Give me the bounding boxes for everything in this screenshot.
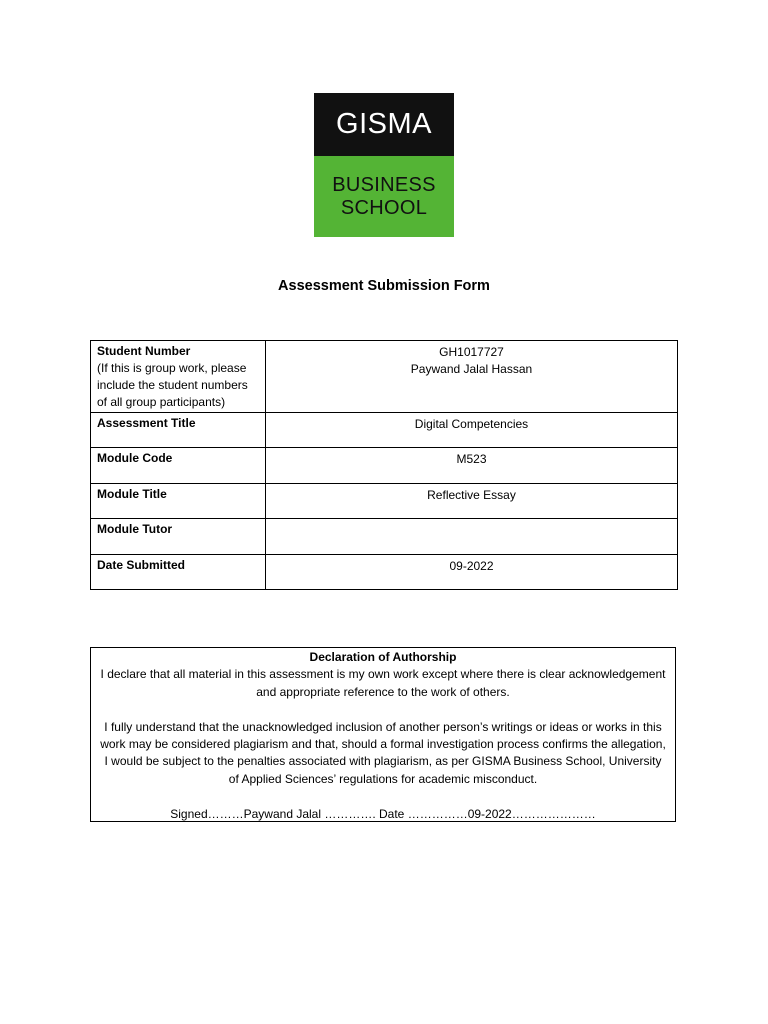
- declaration-box: [90, 647, 676, 822]
- module-tutor-value: [266, 519, 678, 555]
- date-submitted-label: Date Submitted: [91, 555, 266, 590]
- declaration-paragraph-2: I fully understand that the unacknowledged inclusion of another person’s writings or ideas or works in this work may be considered plagiarism and that, should a formal investigation process confirms the allegation, I would be subject to the penalties associated with plagiarism, as per GISMA Business School, University of Applied Sciences’ regulations for academic misconduct.: [100, 719, 666, 786]
- logo-school-text: SCHOOL: [340, 196, 428, 219]
- student-number-label: Student Number: [97, 344, 191, 358]
- student-name-value: Paywand Jalal Hassan: [410, 362, 533, 376]
- module-title-label: Module Title: [91, 484, 266, 519]
- declaration-heading: Declaration of Authorship: [309, 650, 457, 664]
- student-number-note: (If this is group work, please include the student numbers of all group participants): [97, 361, 248, 409]
- module-title-row: [91, 484, 678, 519]
- module-tutor-label: Module Tutor: [91, 519, 266, 555]
- declaration-spacer: [99, 788, 667, 805]
- student-number-label-cell: [91, 341, 266, 413]
- module-code-label: Module Code: [91, 448, 266, 484]
- module-code-row: [91, 448, 678, 484]
- assessment-info-table: [90, 340, 678, 590]
- date-submitted-row: [91, 555, 678, 590]
- student-number-row: [91, 341, 678, 413]
- form-title: Assessment Submission Form: [278, 278, 490, 294]
- assessment-title-label: Assessment Title: [91, 413, 266, 448]
- logo-top-block: [314, 93, 454, 156]
- logo-business-text: BUSINESS: [332, 173, 436, 196]
- assessment-title-value: Digital Competencies: [266, 413, 678, 448]
- module-code-value: M523: [266, 448, 678, 484]
- student-number-value-cell: [266, 341, 678, 413]
- logo-bottom-block: [314, 156, 454, 237]
- declaration-spacer: [99, 701, 667, 718]
- assessment-title-row: [91, 413, 678, 448]
- date-submitted-value: 09-2022: [266, 555, 678, 590]
- student-number-value: GH1017727: [439, 345, 504, 359]
- gisma-logo: [314, 93, 454, 237]
- module-tutor-row: [91, 519, 678, 555]
- logo-gisma-text: GISMA: [336, 108, 432, 140]
- signature-line: Signed………Paywand Jalal …………. Date ……………09-2022…………………: [170, 806, 596, 821]
- module-title-value: Reflective Essay: [266, 484, 678, 519]
- declaration-paragraph-1: I declare that all material in this assessment is my own work except where there is clear acknowledgement and appropriate reference to the work of others.: [100, 667, 666, 699]
